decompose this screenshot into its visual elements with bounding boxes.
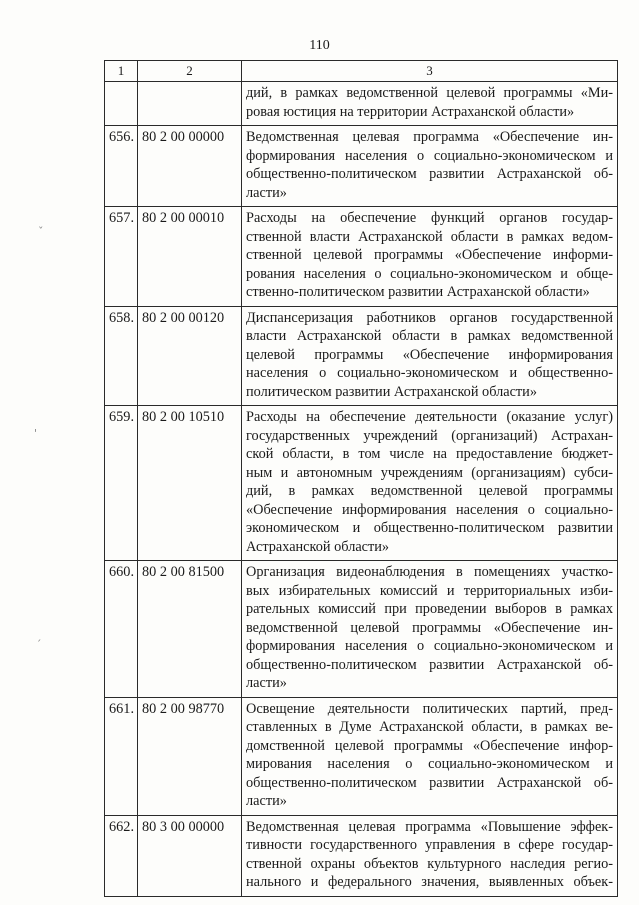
description-line: ственно-политическом развитии Астраханской области»: [246, 284, 590, 300]
budget-code-cell: [138, 82, 242, 126]
table-row: [105, 306, 618, 406]
header-cell-code: 2: [138, 61, 242, 82]
header-cell-number: 1: [105, 61, 138, 82]
table-row: [105, 697, 618, 815]
description-line: ласти»: [246, 675, 287, 691]
description-line: ровая юстиция на территории Астраханской области»: [246, 103, 575, 120]
description-line: Ведомственная целевая программа «Повышение эффек-: [246, 818, 613, 835]
table-row: [105, 126, 618, 207]
row-number-cell: 656.: [105, 126, 138, 207]
description-line: целевой программы «Обеспечение информирования: [246, 346, 613, 363]
description-line: дий, в рамках ведомственной целевой программы «Ми-: [246, 85, 613, 101]
table-row: [105, 207, 618, 307]
description-line: общественно-политическом развитии Астраханской об-: [246, 656, 613, 673]
budget-code-cell: 80 2 00 81500: [138, 561, 242, 698]
description-line: ственной власти Астраханской области в рамках ведом-: [246, 228, 613, 245]
description-line: Диспансеризация работников органов государственной: [246, 309, 613, 326]
description-line: ным и автономным учреждениям (организациям) субси-: [246, 464, 613, 481]
description-line: рательных комиссий при проведении выборов в рамках: [246, 601, 613, 617]
description-line: Организация видеонаблюдения в помещениях участко-: [246, 564, 613, 580]
description-line: нального и федерального значения, выявленных объек-: [246, 874, 613, 890]
description-cell: [242, 306, 618, 406]
description-line: ставленных в Думе Астраханской области, в рамках ве-: [246, 719, 613, 735]
table-row: [105, 82, 618, 126]
description-line: Расходы на обеспечение деятельности (оказание услуг): [246, 409, 613, 425]
description-line: ственной целевой программы «Обеспечение информи-: [246, 247, 613, 263]
description-cell: [242, 207, 618, 307]
description-line: ласти»: [246, 793, 287, 809]
scan-speck: ': [34, 427, 38, 440]
description-line: мирования населения о социально-экономическом и: [246, 756, 613, 772]
description-line: тивности государственного управления в сфере государ-: [246, 837, 613, 853]
description-line: ласти»: [246, 184, 287, 201]
description-cell: [242, 126, 618, 207]
budget-code-cell: 80 2 00 00000: [138, 126, 242, 207]
row-number-cell: 661.: [105, 697, 138, 815]
description-line: Освещение деятельности политических партий, пред-: [246, 700, 613, 717]
description-line: Расходы на обеспечение функций органов государ-: [246, 210, 613, 226]
description-line: формирования населения о социально-экономическом и: [246, 638, 613, 654]
description-cell: [242, 82, 618, 126]
row-number-cell: 658.: [105, 306, 138, 406]
description-line: ственной охраны объектов культурного наследия регио-: [246, 855, 613, 872]
description-line: власти Астраханской области в рамках ведомственной: [246, 328, 613, 344]
page-number: 110: [309, 38, 330, 53]
scan-speck: ˇ: [38, 225, 44, 238]
description-line: населения о социально-экономическом и общественно-: [246, 365, 613, 381]
description-line: домственной целевой программы «Обеспечение инфор-: [246, 737, 613, 754]
row-number-cell: 657.: [105, 207, 138, 307]
description-cell: [242, 697, 618, 815]
description-line: экономическом и общественно-политическом развитии: [246, 520, 613, 536]
budget-code-cell: 80 2 00 00120: [138, 306, 242, 406]
description-line: общественно-политическом развитии Астраханской об-: [246, 774, 613, 791]
scan-speck: ˏ: [36, 629, 42, 642]
budget-code-cell: 80 2 00 10510: [138, 406, 242, 561]
table-row: [105, 406, 618, 561]
description-cell: [242, 561, 618, 698]
description-line: «Обеспечение информирования населения о социально-: [246, 501, 613, 518]
description-line: общественно-политическом развитии Астраханской об-: [246, 166, 613, 182]
description-cell: [242, 406, 618, 561]
description-line: ведомственной целевой программы «Обеспечение ин-: [246, 619, 613, 636]
row-number-cell: 660.: [105, 561, 138, 698]
budget-code-cell: 80 2 00 00010: [138, 207, 242, 307]
description-line: вых избирательных комиссий и территориальных изби-: [246, 582, 613, 599]
header-cell-description: 3: [242, 61, 618, 82]
budget-code-cell: 80 3 00 00000: [138, 815, 242, 896]
description-line: дий, в рамках ведомственной целевой программы: [246, 483, 613, 499]
document-table: [104, 60, 618, 897]
description-cell: [242, 815, 618, 896]
table-row: [105, 815, 618, 896]
table-header-row: [105, 61, 618, 82]
description-line: Ведомственная целевая программа «Обеспечение ин-: [246, 129, 613, 145]
table-row: [105, 561, 618, 698]
budget-code-cell: 80 2 00 98770: [138, 697, 242, 815]
description-line: ской области, в том числе на предоставление бюджет-: [246, 446, 613, 462]
row-number-cell: 659.: [105, 406, 138, 561]
row-number-cell: [105, 82, 138, 126]
description-line: формирования населения о социально-экономическом и: [246, 147, 613, 164]
description-line: Астраханской области»: [246, 538, 390, 555]
description-line: политическом развитии Астраханской области»: [246, 383, 537, 400]
description-line: государственных учреждений (организаций) Астрахан-: [246, 427, 613, 444]
row-number-cell: 662.: [105, 815, 138, 896]
description-line: рования населения о социально-экономическом и обще-: [246, 265, 613, 282]
